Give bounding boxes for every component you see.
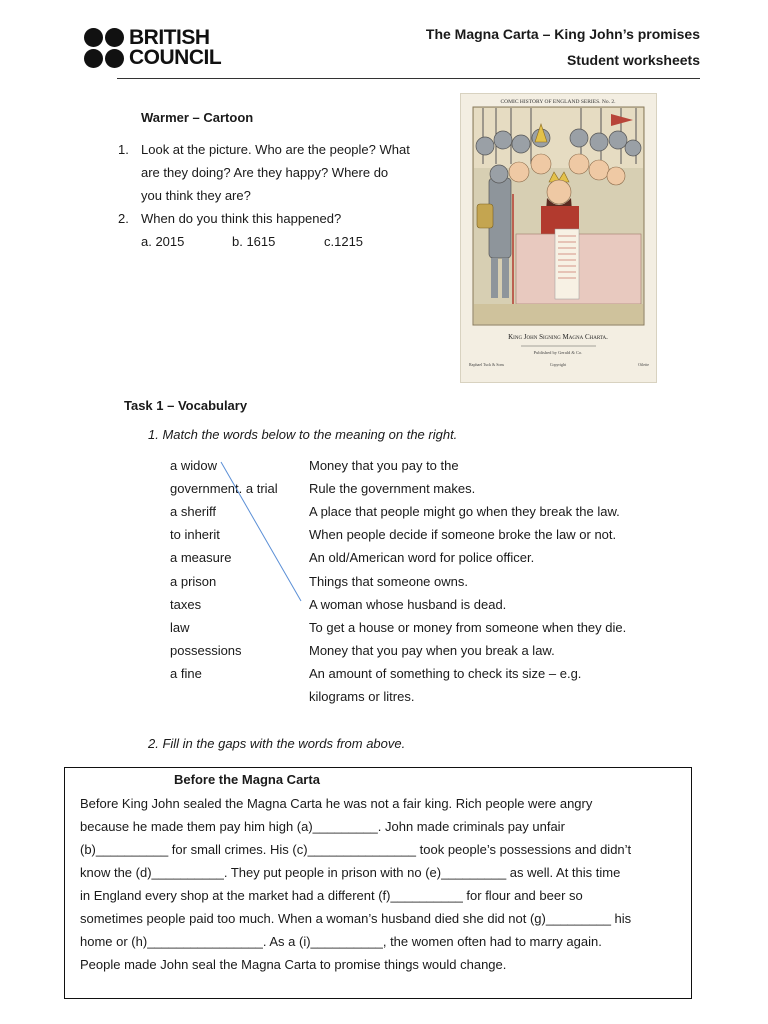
passage-line-5: in England every shop at the market had a different (f)__________ for flour and beer so (80, 888, 583, 903)
vocab-definition-9: Money that you pay when you break a law. (309, 643, 555, 658)
cartoon-series-label: COMIC HISTORY OF ENGLAND SERIES. No. 2. (500, 99, 616, 105)
vocab-definition-6: Things that someone owns. (309, 574, 468, 589)
vocab-definition-7: A woman whose husband is dead. (309, 597, 507, 612)
vocab-word-2: government. a trial (170, 481, 278, 496)
vocab-definition-5: An old/American word for police officer. (309, 550, 535, 565)
option-c: c.1215 (324, 234, 364, 249)
task1-instruction-1: 1. Match the words below to the meaning on the right. (148, 427, 458, 442)
vocab-word-7: taxes (170, 597, 202, 612)
vocab-definition-3: A place that people might go when they break the law. (309, 504, 620, 519)
vocab-definition-2: Rule the government makes. (309, 481, 476, 496)
option-b: b. 1615 (232, 234, 276, 249)
passage-text (80, 792, 690, 976)
vocab-word-8: law (170, 620, 190, 635)
passage-line-4: know the (d)__________. They put people in prison with no (e)_________ as well. At this time (80, 865, 621, 880)
passage-line-2: because he made them pay him high (a)_________. John made criminals pay unfair (80, 819, 565, 834)
task1-heading: Task 1 – Vocabulary (124, 398, 248, 413)
vocab-word-6: a prison (170, 574, 217, 589)
option-a: a. 2015 (141, 234, 185, 249)
vocab-definition-1: Money that you pay to the (309, 458, 459, 473)
question-2: When do you think this happened? (141, 211, 342, 226)
vocab-definition-10: An amount of something to check its size – e.g. (309, 666, 582, 681)
vocab-word-5: a measure (170, 550, 232, 565)
passage-line-3: (b)__________ for small crimes. His (c)_______________ took people’s possessions and didn’t (80, 842, 632, 857)
warmer-heading: Warmer – Cartoon (141, 110, 254, 125)
vocab-word-3: a sheriff (170, 504, 217, 519)
cartoon-footer-left: Raphael Tuck & Sons (469, 362, 505, 367)
vocab-word-4: to inherit (170, 527, 220, 542)
vocab-definition-4: When people decide if someone broke the law or not. (309, 527, 617, 542)
vocab-definition-8: To get a house or money from someone when they die. (309, 620, 627, 635)
logo-text: BRITISH COUNCIL (129, 26, 222, 69)
passage-line-7: home or (h)________________. As a (i)__________, the women often had to marry again. (80, 934, 602, 949)
question-1-number: 1. (118, 142, 129, 157)
vocab-definition-10-cont: kilograms or litres. (309, 689, 415, 704)
match-line-stroke (221, 462, 301, 601)
cartoon-caption: King John Signing Magna Charta. (508, 333, 608, 341)
vocab-word-9: possessions (170, 643, 242, 658)
task1-instruction-2: 2. Fill in the gaps with the words from above. (148, 736, 406, 751)
cartoon-footer-right: Oilette (638, 362, 649, 367)
passage-title: Before the Magna Carta (174, 772, 320, 787)
question-1: Look at the picture. Who are the people? What are they doing? Are they happy? Where do you think they are? (141, 142, 410, 203)
cartoon-publisher: Published by Gerald & Co. (533, 350, 583, 355)
vocab-word-1: a widow (170, 458, 217, 473)
passage-line-8: People made John seal the Magna Carta to promise things would change. (80, 957, 507, 972)
cartoon-footer-mid: Copyright (549, 362, 567, 367)
passage-line-1: Before King John sealed the Magna Carta he was not a fair king. Rich people were angry (80, 796, 593, 811)
worksheet-subtitle: Student worksheets (566, 52, 700, 68)
passage-line-6: sometimes people paid too much. When a woman’s husband died she did not (g)_________ his (80, 911, 632, 926)
question-2-number: 2. (118, 211, 129, 226)
worksheet-title: The Magna Carta – King John’s promises (425, 26, 700, 42)
vocab-word-10: a fine (170, 666, 202, 681)
